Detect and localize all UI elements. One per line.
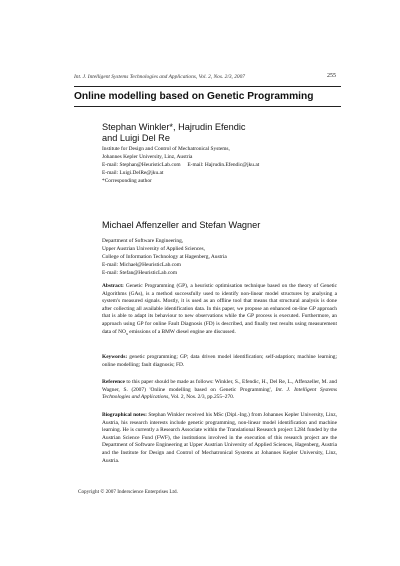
abstract-text-end: emissions of a BMW diesel engine are discussed.	[127, 328, 236, 335]
author-group-2	[102, 220, 332, 231]
title-rule-top	[74, 86, 341, 87]
paper-title: Online modelling based on Genetic Programming	[74, 91, 314, 102]
title-rule-bottom	[74, 106, 341, 107]
authors-line: Stephan Winkler*, Hajrudin Efendic	[102, 122, 246, 132]
abstract-text: Genetic Programming (GP), a heuristic optimisation technique based on the theory of Genetic Algorithms (GAs), is a method successfully used to identify non-linear model structures by analysing a system's measured signals. Mostly, it is used as an offline tool that means that structural analysis is done after collecting all available identification data. In this paper, we propose an enhanced on-line GP approach that is able to adapt its behaviour to new observations while the GP process is executed. Furthermore, an approach using GP for online Fault Diagnosis (FD) is described, and finally test results using measurement data of NO	[102, 283, 337, 335]
abstract-subscript: x	[125, 330, 128, 336]
email-line: E-mail: Stephan@HeuristicLab.com E-mail: Hajrudin.Efendic@jku.at	[102, 161, 260, 168]
abstract-label: Abstract:	[102, 283, 124, 289]
affiliation-line: Johannes Kepler University, Linz, Austria	[102, 153, 193, 160]
keywords-text: genetic programming; GP; data driven model identification; self-adaption; machine learning; online modelling; fault diagnosis; FD.	[102, 354, 337, 368]
email-line: E-mail: Michael@HeuristicLab.com	[102, 261, 181, 268]
bio-text: Stephan Winkler received his MSc (Dipl.-Ing.) from Johannes Kepler University, Linz, Austria, his research interests include genetic programming, non-linear model identification and machine learning. He is currently a Research Associate within the Translational Research project L284 funded by the Austrian Science Fund (FWF), the institutions involved in the execution of this research project are the Department of Software Engineering at Upper Austrian University of Applied Sciences, Hagenberg, Austria and the Institute for Design and Control of Mechatronical Systems at Johannes Kepler University, Linz, Austria.	[102, 412, 337, 464]
keywords-label: Keywords:	[102, 354, 128, 360]
keywords	[102, 354, 337, 369]
author-group-1	[102, 122, 332, 144]
authors-line: and Luigi Del Re	[102, 133, 170, 143]
biographical-notes	[102, 412, 337, 465]
affiliation-line: Department of Software Engineering,	[102, 238, 184, 244]
running-head: Int. J. Intelligent Systems Technologies and Applications, Vol. 2, Nos. 2/3, 2007	[74, 74, 245, 80]
journal-name: Int. J. Intelligent Systems Technologies and Applications	[102, 386, 338, 401]
corresponding-author-note: *Corresponding author	[102, 177, 152, 184]
reference-text: to this paper should be made as follows: Winkler, S., Efendic, H., Del Re, L., Affenzeller, M. and Wagner, S. (2007) 'Online modelling based on Genetic Programming',	[102, 379, 337, 393]
affiliation-2	[102, 238, 338, 278]
reference-text-end: , Vol. 2, Nos. 2/3, pp.255–270.	[168, 394, 235, 401]
affiliation-line: Upper Austrian University of Applied Sciences,	[102, 245, 206, 252]
affiliation-1	[102, 146, 338, 186]
abstract	[102, 283, 337, 337]
reference	[102, 379, 337, 402]
bio-label: Biographical notes:	[102, 412, 147, 418]
copyright-notice: Copyright © 2007 Inderscience Enterprises Ltd.	[78, 489, 178, 495]
affiliation-line: Institute for Design and Control of Mechatronical Systems,	[102, 146, 230, 152]
email-line: E-mail: Stefan@HeuristicLab.com	[102, 269, 178, 276]
authors-line: Michael Affenzeller and Stefan Wagner	[102, 220, 261, 230]
page-number: 255	[327, 73, 336, 79]
reference-label: Reference	[102, 379, 125, 385]
affiliation-line: College of Information Technology at Hagenberg, Austria	[102, 253, 227, 260]
email-line: E-mail: Luigi.DelRe@jku.at	[102, 169, 164, 176]
